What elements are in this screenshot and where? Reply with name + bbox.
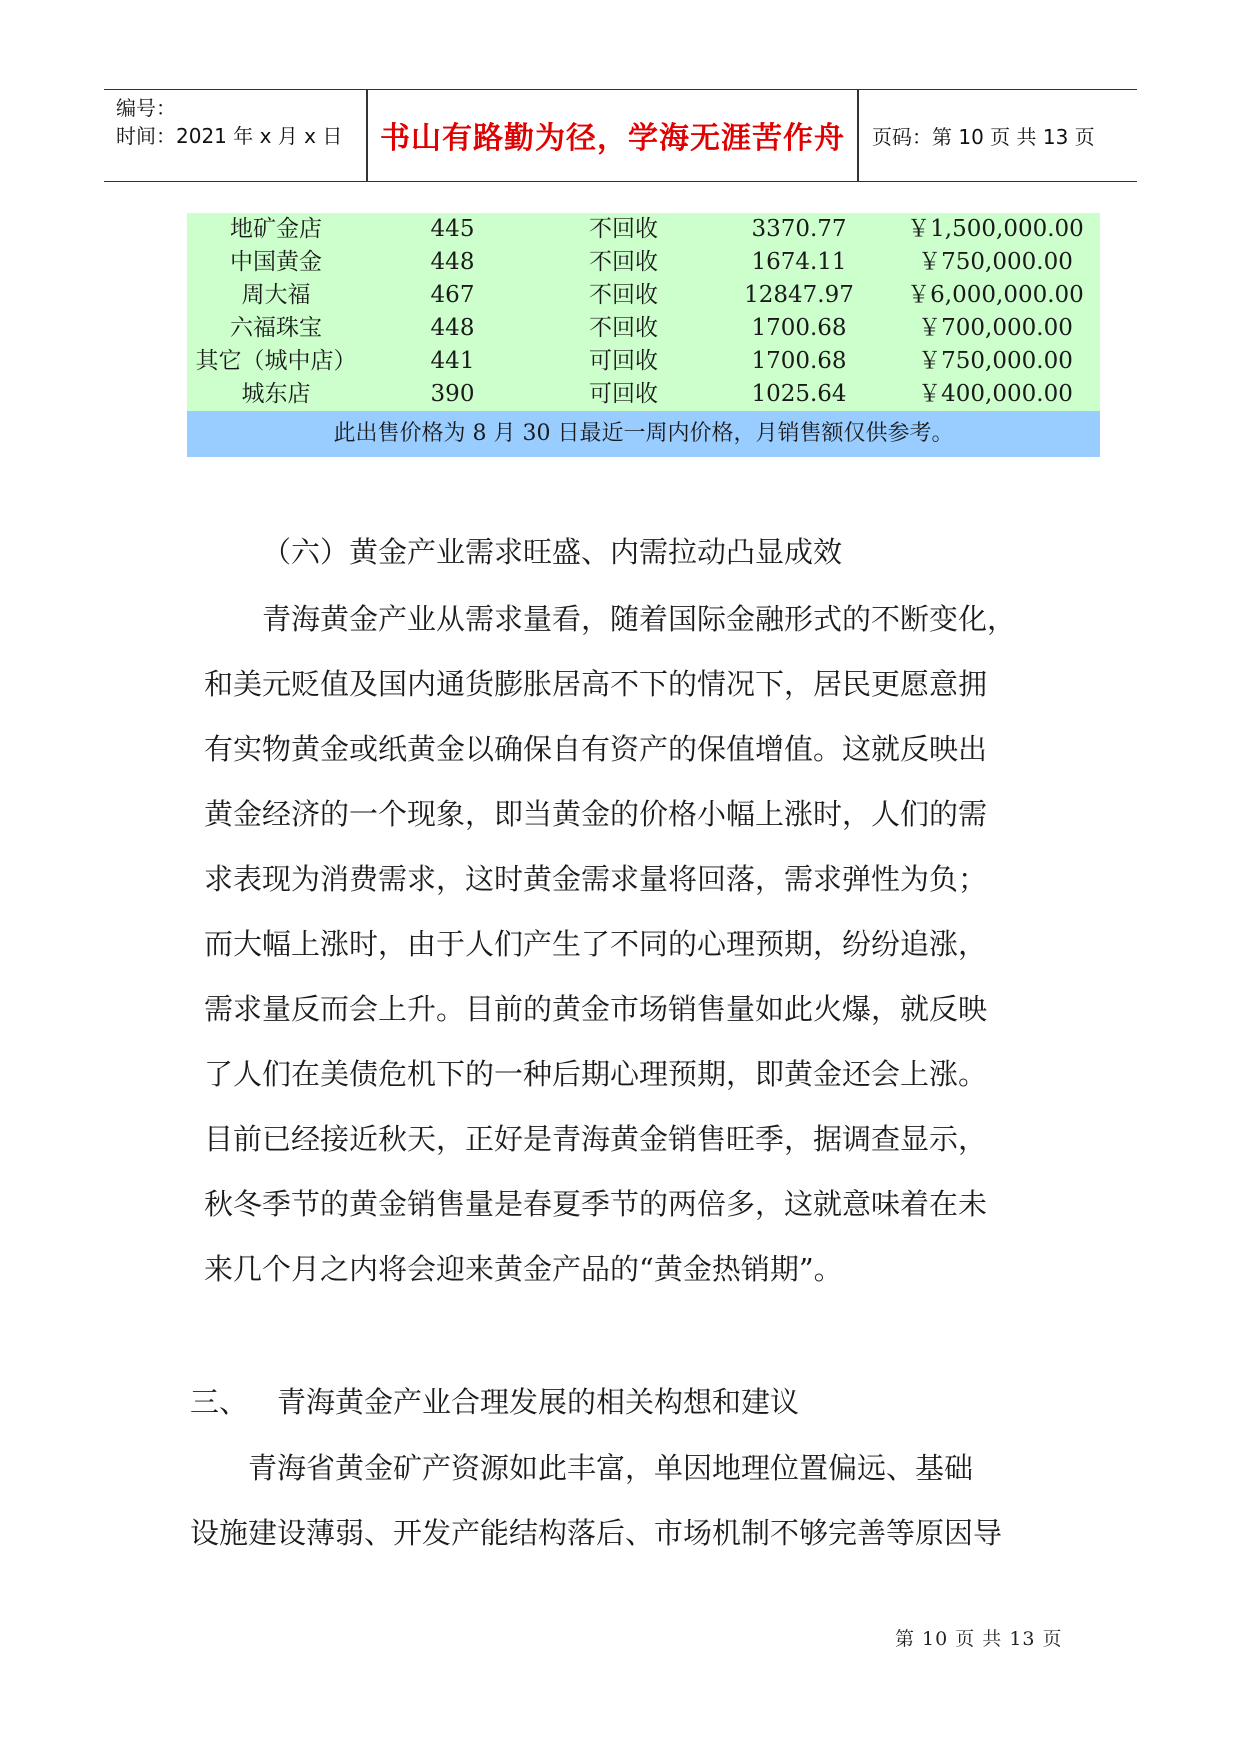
- chapter-paragraph: [190, 1436, 1070, 1566]
- cell-store: 城东店: [241, 381, 311, 407]
- cell-store: 中国黄金: [230, 249, 322, 275]
- document-time-label: 时间：2021 年 x 月 x 日: [116, 124, 343, 148]
- page-header: [104, 89, 1137, 182]
- cell-sales: ￥1,500,000.00: [907, 216, 1084, 242]
- chapter-number: 三、: [190, 1385, 249, 1419]
- cell-recycle: 不回收: [589, 282, 658, 308]
- paragraph-line: 目前已经接近秋天，正好是青海黄金销售旺季，据调查显示，: [204, 1122, 988, 1156]
- cell-weight: 1700.68: [751, 315, 847, 341]
- cell-recycle: 不回收: [589, 315, 658, 341]
- paragraph-line: 有实物黄金或纸黄金以确保自有资产的保值增值。这就反映出: [204, 732, 988, 766]
- cell-price: 441: [430, 348, 475, 374]
- page-footer: 第 10 页 共 13 页: [895, 1628, 1063, 1650]
- cell-store: 其它（城中店）: [195, 348, 357, 374]
- section-heading: （六）黄金产业需求旺盛、内需拉动凸显成效: [262, 535, 843, 569]
- table-body: [187, 213, 1100, 411]
- paragraph-line: 黄金经济的一个现象，即当黄金的价格小幅上涨时，人们的需: [204, 797, 988, 831]
- chapter-title: 青海黄金产业合理发展的相关构想和建议: [277, 1385, 800, 1419]
- cell-price: 445: [430, 216, 475, 242]
- cell-store: 周大福: [241, 282, 311, 308]
- cell-price: 448: [430, 249, 475, 275]
- header-page-info: 页码：第 10 页 共 13 页: [872, 124, 1095, 149]
- table-row: [187, 213, 1100, 246]
- cell-recycle: 可回收: [589, 348, 658, 374]
- paragraph-line: 秋冬季节的黄金销售量是春夏季节的两倍多，这就意味着在未: [204, 1187, 988, 1221]
- cell-sales: ￥400,000.00: [918, 381, 1073, 407]
- cell-price: 448: [430, 315, 475, 341]
- cell-recycle: 不回收: [589, 249, 658, 275]
- section-paragraph: [204, 587, 1084, 1302]
- table-row: [187, 378, 1100, 411]
- table-row: [187, 246, 1100, 279]
- document-number-label: 编号：: [116, 96, 176, 120]
- paragraph-line: 需求量反而会上升。目前的黄金市场销售量如此火爆，就反映: [204, 992, 988, 1026]
- cell-weight: 1674.11: [751, 249, 847, 275]
- paragraph-line: 而大幅上涨时，由于人们产生了不同的心理预期，纷纷追涨，: [204, 927, 988, 961]
- cell-sales: ￥6,000,000.00: [907, 282, 1084, 308]
- paragraph-line: 和美元贬值及国内通货膨胀居高不下的情况下，居民更愿意拥: [204, 667, 988, 701]
- cell-recycle: 可回收: [589, 381, 658, 407]
- cell-store: 地矿金店: [230, 216, 322, 242]
- cell-sales: ￥700,000.00: [918, 315, 1073, 341]
- paragraph-line: 青海黄金产业从需求量看，随着国际金融形式的不断变化，: [204, 602, 1017, 636]
- paragraph-line: 求表现为消费需求，这时黄金需求量将回落，需求弹性为负；: [204, 862, 988, 896]
- cell-recycle: 不回收: [589, 216, 658, 242]
- paragraph-line: 设施建设薄弱、开发产能结构落后、市场机制不够完善等原因导: [190, 1516, 1003, 1550]
- cell-weight: 1700.68: [751, 348, 847, 374]
- cell-weight: 3370.77: [751, 216, 847, 242]
- table-row: [187, 279, 1100, 312]
- cell-store: 六福珠宝: [230, 315, 322, 341]
- gold-store-table: [187, 213, 1100, 457]
- table-row: [187, 312, 1100, 345]
- header-meta: [116, 94, 342, 150]
- cell-sales: ￥750,000.00: [918, 348, 1073, 374]
- cell-sales: ￥750,000.00: [918, 249, 1073, 275]
- cell-weight: 12847.97: [744, 282, 854, 308]
- header-motto: 书山有路勤为径，学海无涯苦作舟: [380, 121, 845, 156]
- paragraph-line: 了人们在美债危机下的一种后期心理预期，即黄金还会上涨。: [204, 1057, 988, 1091]
- cell-weight: 1025.64: [751, 381, 847, 407]
- paragraph-line: 来几个月之内将会迎来黄金产品的“黄金热销期”。: [204, 1252, 843, 1286]
- cell-price: 467: [430, 282, 475, 308]
- cell-price: 390: [430, 381, 475, 407]
- chapter-heading: [190, 1378, 799, 1426]
- paragraph-line: 青海省黄金矿产资源如此丰富，单因地理位置偏远、基础: [190, 1451, 974, 1485]
- table-note: 此出售价格为 8 月 30 日最近一周内价格，月销售额仅供参考。: [187, 411, 1100, 457]
- header-divider: [857, 90, 859, 181]
- table-row: [187, 345, 1100, 378]
